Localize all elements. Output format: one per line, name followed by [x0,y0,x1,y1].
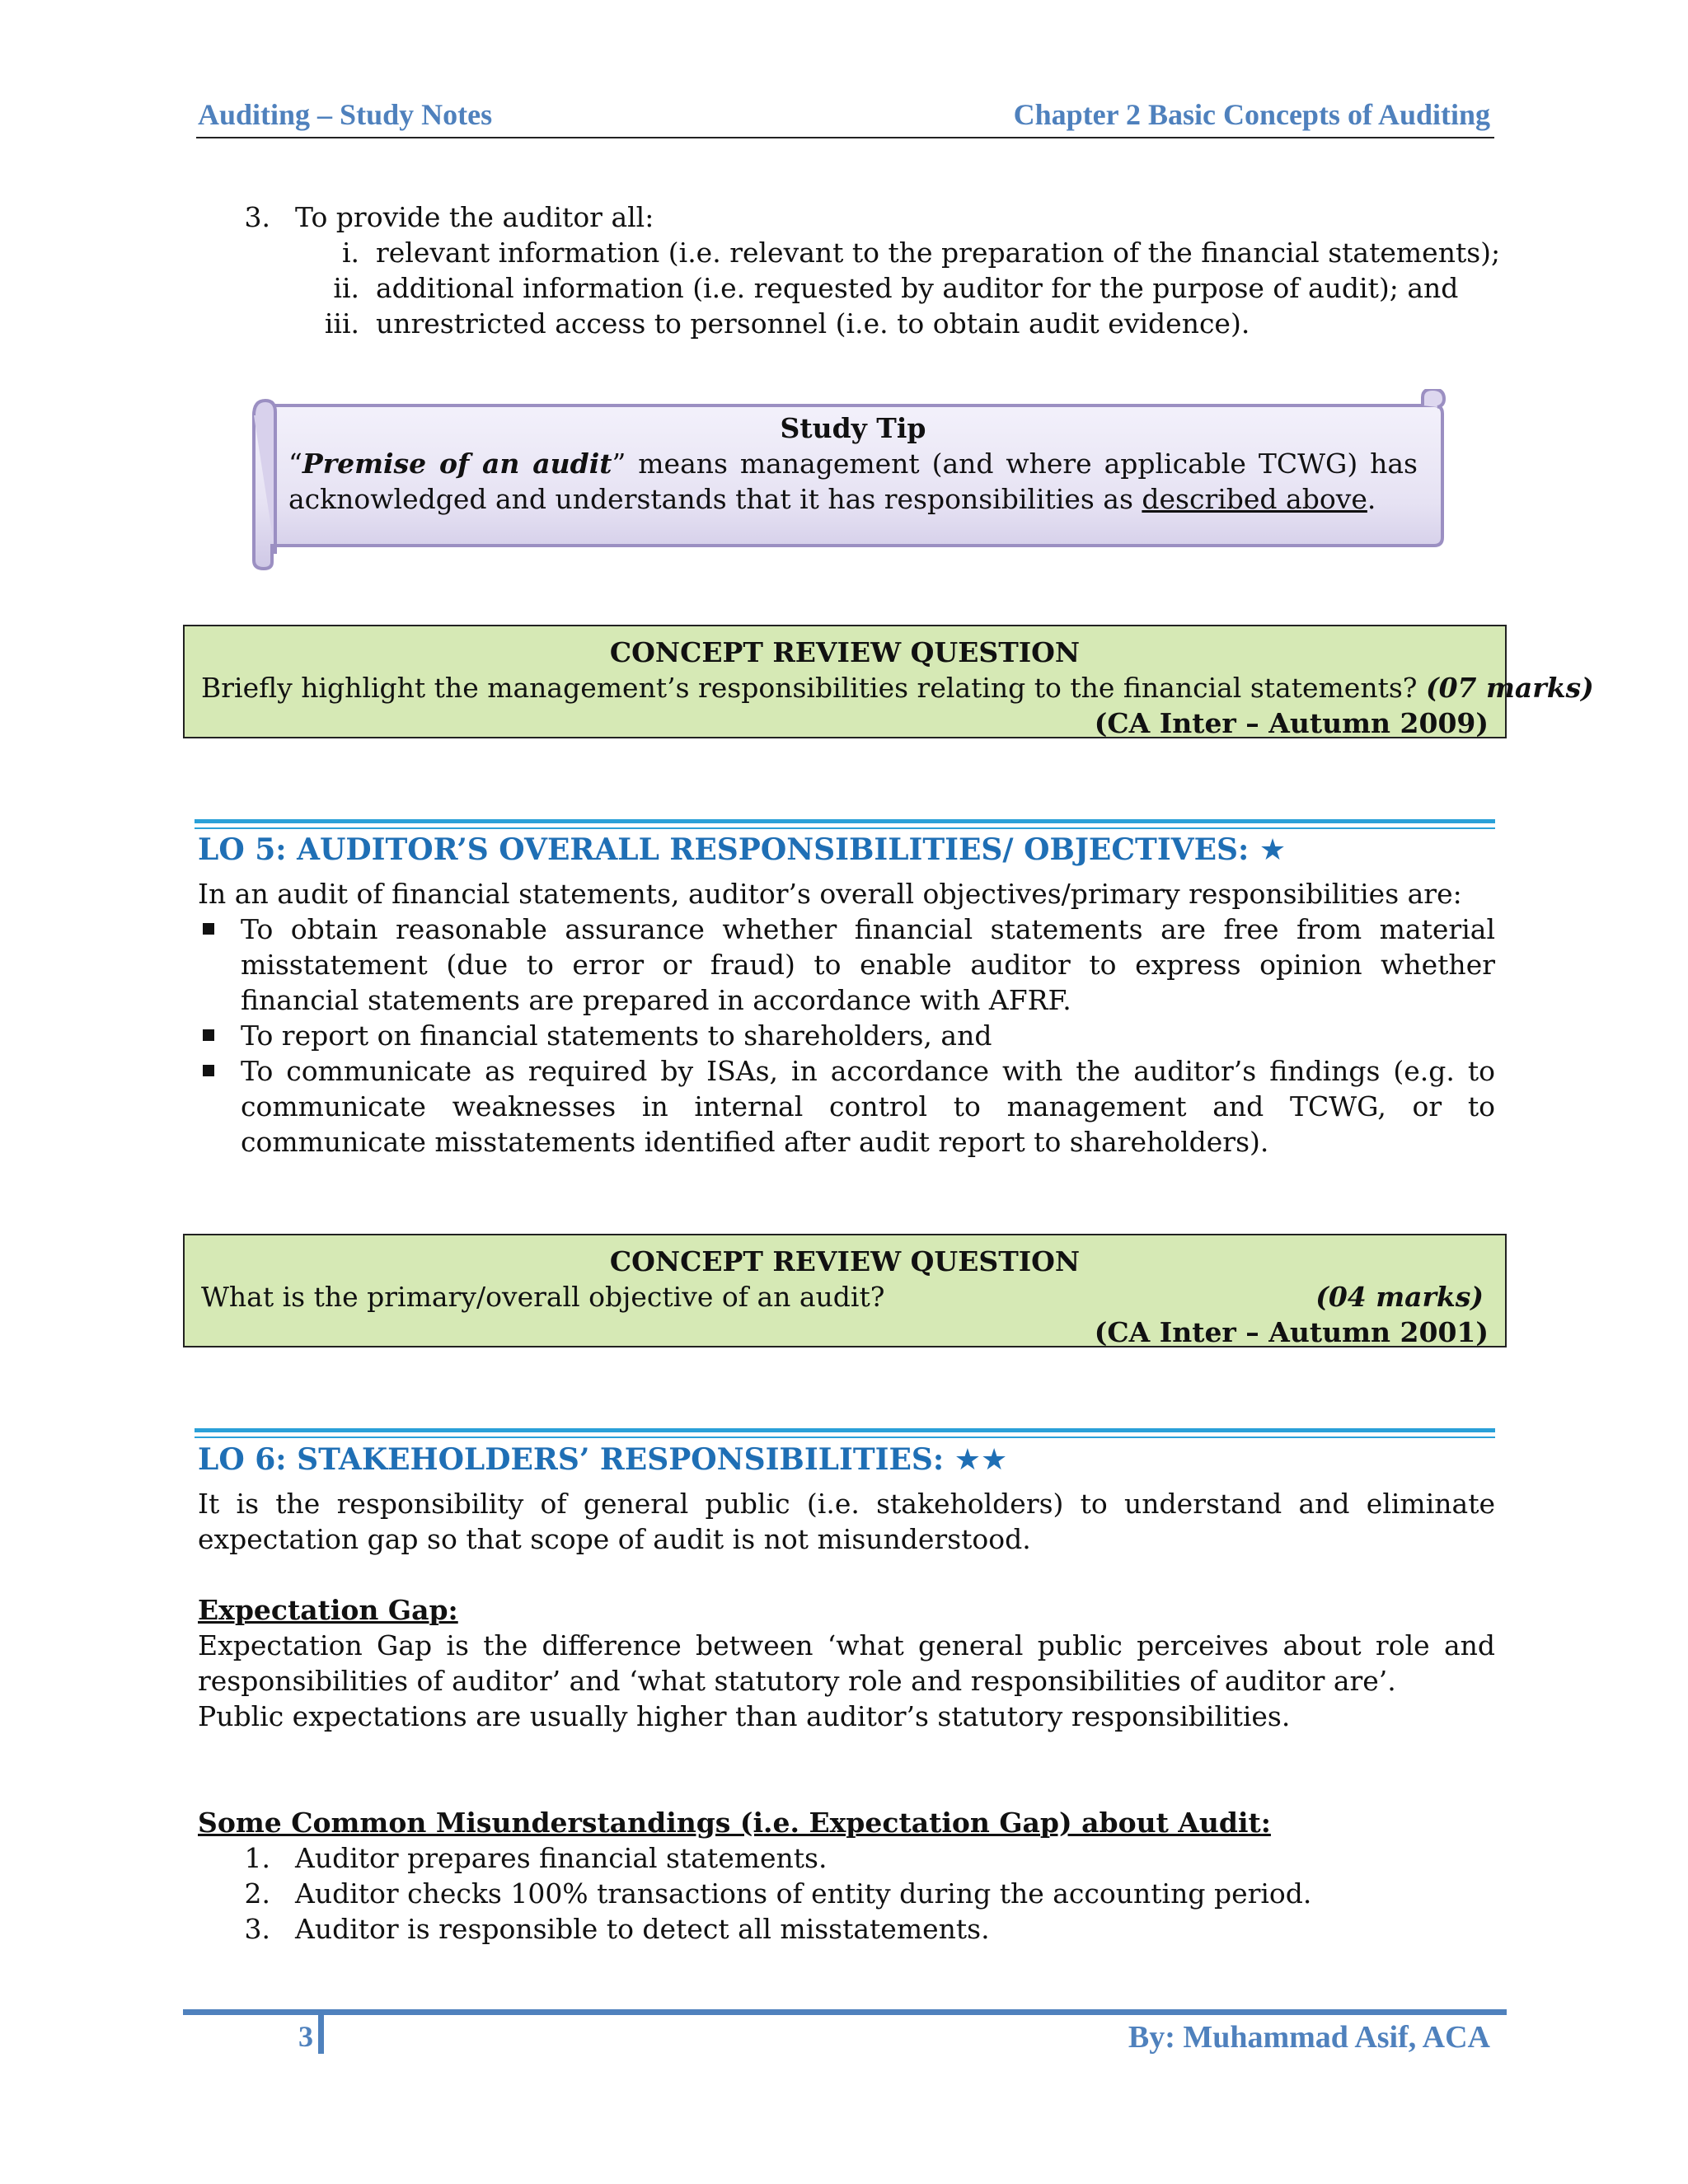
bullet-icon [203,1029,214,1041]
study-tip-content [288,410,1418,517]
marks: (04 marks) [1315,1281,1484,1313]
concept-review-box-2 [183,1234,1507,1347]
question-source: (CA Inter – Autumn 2009) [1094,707,1489,739]
header-left: Auditing – Study Notes [198,98,493,131]
lo5-title: LO 5: AUDITOR’S OVERALL RESPONSIBILITIES/ OBJECTIVES: [198,832,1250,867]
study-tip-body: means management (and where applicable TCWG) has acknowledged and understands that it has responsibilities as [288,448,1418,515]
concept-review-question [201,670,1594,705]
sub-list-number: iii. [324,307,359,340]
close-quote: ” [612,448,626,480]
star-icon: ★ [1259,833,1287,867]
page-number: 3 [298,2020,313,2053]
misunderstanding-item: Auditor prepares financial statements. [295,1842,828,1874]
list-item-text: To provide the auditor all: [295,201,654,233]
lo5-bullet: To communicate as required by ISAs, in accordance with the auditor’s findings (e.g. to communicate weaknesses in internal control to management and TCWG, or to communicate misstatements identified after audit report to shareholders). [241,1055,1495,1158]
lo5-intro: In an audit of financial statements, auditor’s overall objectives/primary responsibilities are: [198,878,1462,910]
footer-rule [183,2009,1507,2015]
described-above-link: described above [1142,483,1367,515]
study-tip-period: . [1367,483,1376,515]
misunderstanding-item: Auditor checks 100% transactions of entity during the accounting period. [295,1877,1312,1910]
concept-review-box-1 [183,625,1594,739]
lo5-bullet: To obtain reasonable assurance whether financial statements are free from material misstatement (due to error or fraud) to enable auditor to express opinion whether financial statements are prepared in accordance with AFRF. [241,913,1495,1016]
sub-list-number: i. [341,237,359,269]
question-text: What is the primary/overall objective of an audit? [201,1281,885,1313]
lo5-rule-bottom [195,827,1495,829]
lo6-title: LO 6: STAKEHOLDERS’ RESPONSIBILITIES: [198,1442,945,1477]
sub-list-item: relevant information (i.e. relevant to the preparation of the financial statements); [376,237,1501,269]
open-quote: “ [288,448,302,480]
lo5-rule-top [195,819,1495,823]
list-number: 1. [244,1842,270,1874]
marks: (07 marks) [1425,672,1594,704]
question-source: (CA Inter – Autumn 2001) [1094,1316,1489,1348]
sub-list-number: ii. [333,272,359,304]
study-tip-text [288,446,1418,517]
misunderstandings-heading: Some Common Misunderstandings (i.e. Expectation Gap) about Audit: [198,1807,1271,1839]
concept-review-title: CONCEPT REVIEW QUESTION [609,1245,1081,1277]
list-number: 2. [244,1877,270,1910]
lo6-rule-top [195,1428,1495,1432]
lo6-heading [198,1442,1007,1477]
bullet-icon [203,1065,214,1076]
question-text: Briefly highlight the management’s responsibilities relating to the financial statements? [201,672,1418,704]
sub-list-item: unrestricted access to personnel (i.e. to obtain audit evidence). [376,307,1250,340]
footer-divider [318,2013,324,2054]
lo6-intro: It is the responsibility of general public (i.e. stakeholders) to understand and eliminate expectation gap so that scope of audit is not misunderstood. [198,1488,1495,1555]
expectation-gap-definition: Expectation Gap is the difference between ‘what general public perceives about role and responsibilities of auditor’ and ‘what statutory role and responsibilities of auditor are’. [198,1629,1495,1697]
expectation-gap-heading: Expectation Gap: [198,1594,458,1626]
lo5-heading [198,832,1286,867]
study-tip-term: Premise of an audit [302,448,612,480]
lo5-bullet: To report on financial statements to shareholders, and [241,1019,992,1052]
concept-review-question [201,1279,1489,1315]
sub-list-item: additional information (i.e. requested by auditor for the purpose of audit); and [376,272,1459,304]
expectation-gap-note: Public expectations are usually higher than auditor’s statutory responsibilities. [198,1700,1291,1732]
concept-review-title: CONCEPT REVIEW QUESTION [609,636,1081,668]
lo6-rule-bottom [195,1436,1495,1438]
header-right: Chapter 2 Basic Concepts of Auditing [1013,98,1490,131]
footer-author: By: Muhammad Asif, ACA [1128,2020,1490,2055]
bullet-icon [203,923,214,935]
list-number: 3. [244,1913,270,1945]
study-tip-scroll [247,389,1451,552]
study-tip-title: Study Tip [780,412,926,444]
misunderstanding-item: Auditor is responsible to detect all misstatements. [295,1913,990,1945]
header-rule [196,137,1494,138]
star-icon: ★★ [954,1443,1008,1477]
list-number: 3. [244,201,270,233]
